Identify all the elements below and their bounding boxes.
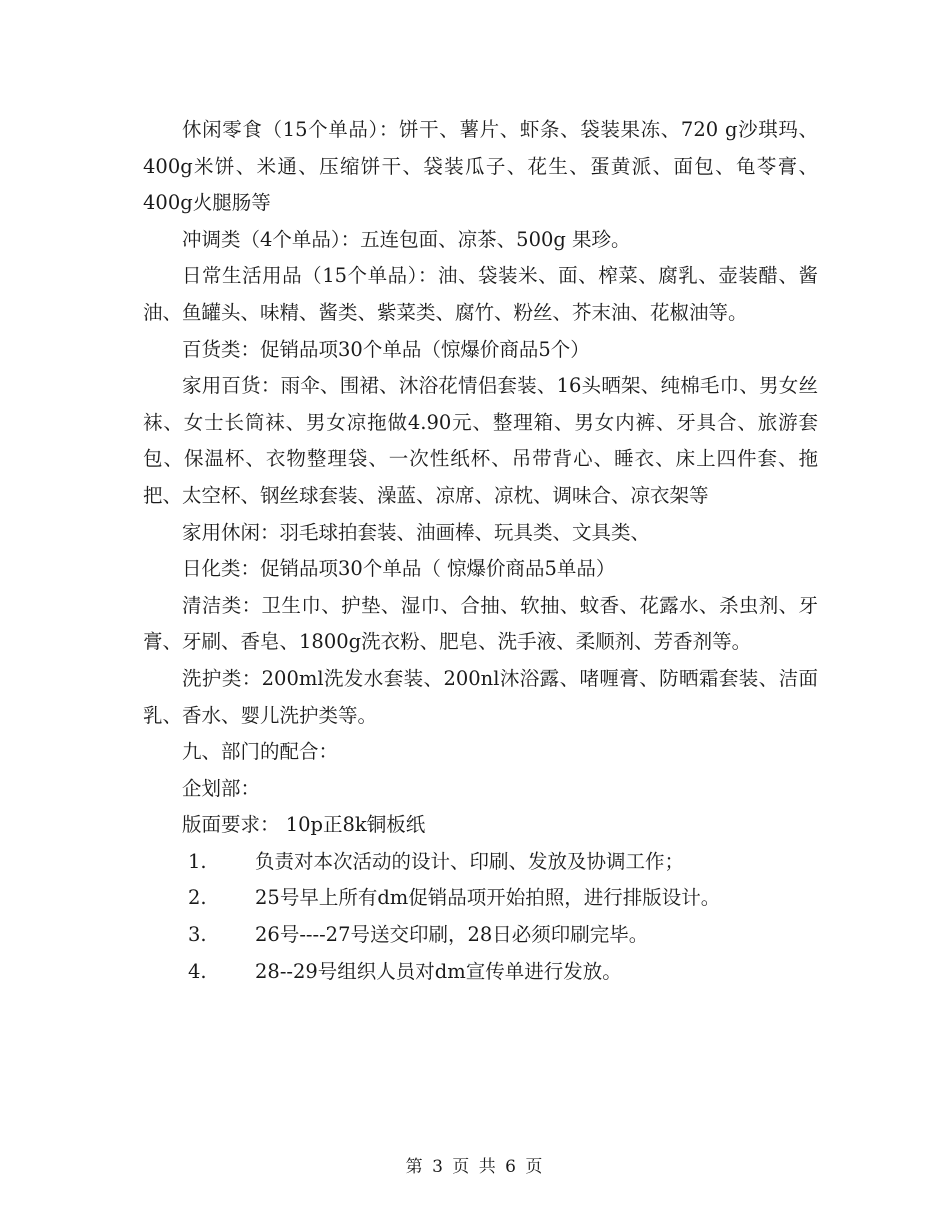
list-item	[143, 954, 818, 991]
paragraph-household: 家用百货：雨伞、围裙、沐浴花情侣套装、16头晒架、纯棉毛巾、男女丝袜、女士长筒袜、男女凉拖做4.90元、整理箱、男女内裤、牙具合、旅游套包、保温杯、衣物整理袋、一次性纸杯、吊带背心、睡衣、床上四件套、拖把、太空杯、钢丝球套装、澡蓝、凉席、凉枕、调味合、凉衣架等	[143, 374, 818, 507]
paragraph-planning-dept: 企划部：	[182, 776, 261, 800]
list-text: 26号----27号送交印刷，28日必须印刷完毕。	[255, 923, 649, 947]
paragraph-general-merchandise: 百货类：促销品项30个单品（惊爆价商品5个）	[182, 337, 590, 361]
paragraph-cleaning: 清洁类：卫生巾、护垫、湿巾、合抽、软抽、蚊香、花露水、杀虫剂、牙膏、牙刷、香皂、1800g洗衣粉、肥皂、洗手液、柔顺剂、芳香剂等。	[143, 593, 818, 654]
list-number: 2.	[188, 886, 207, 910]
list-text: 负责对本次活动的设计、印刷、发放及协调工作；	[255, 849, 685, 873]
list-number: 3.	[188, 923, 207, 947]
list-item	[143, 844, 818, 881]
page-footer: 第 3 页 共 6 页	[405, 1157, 545, 1177]
section-heading-department-cooperation: 九、部门的配合：	[182, 740, 339, 764]
paragraph-snacks: 休闲零食（15个单品）：饼干、薯片、虾条、袋装果冻、720 g沙琪玛、400g米饼、米通、压缩饼干、袋装瓜子、花生、蛋黄派、面包、龟苓膏、400g火腿肠等	[143, 118, 818, 215]
paragraph-personal-care: 洗护类：200ml洗发水套装、200nl沐浴露、啫喱膏、防晒霜套装、洁面乳、香水、婴儿洗护类等。	[143, 666, 818, 727]
paragraph-leisure: 家用休闲：羽毛球拍套装、油画棒、玩具类、文具类、	[182, 520, 651, 544]
paragraph-daily-chemicals: 日化类：促销品项30个单品（ 惊爆价商品5单品）	[182, 557, 616, 581]
document-body	[143, 112, 818, 990]
paragraph-drinks: 冲调类（4个单品）：五连包面、凉茶、500g 果珍。	[182, 227, 631, 251]
paragraph-layout-requirements: 版面要求： 10p正8k铜板纸	[182, 813, 426, 837]
list-item	[143, 917, 818, 954]
list-number: 4.	[188, 959, 207, 983]
list-number: 1.	[188, 849, 207, 873]
list-text: 25号早上所有dm促销品项开始拍照，进行排版设计。	[255, 886, 721, 910]
list-text: 28--29号组织人员对dm宣传单进行发放。	[255, 959, 622, 983]
list-item	[143, 880, 818, 917]
paragraph-daily-goods: 日常生活用品（15个单品）：油、袋装米、面、榨菜、腐乳、壶装醋、酱油、鱼罐头、味精、酱类、紫菜类、腐竹、粉丝、芥末油、花椒油等。	[143, 264, 818, 324]
